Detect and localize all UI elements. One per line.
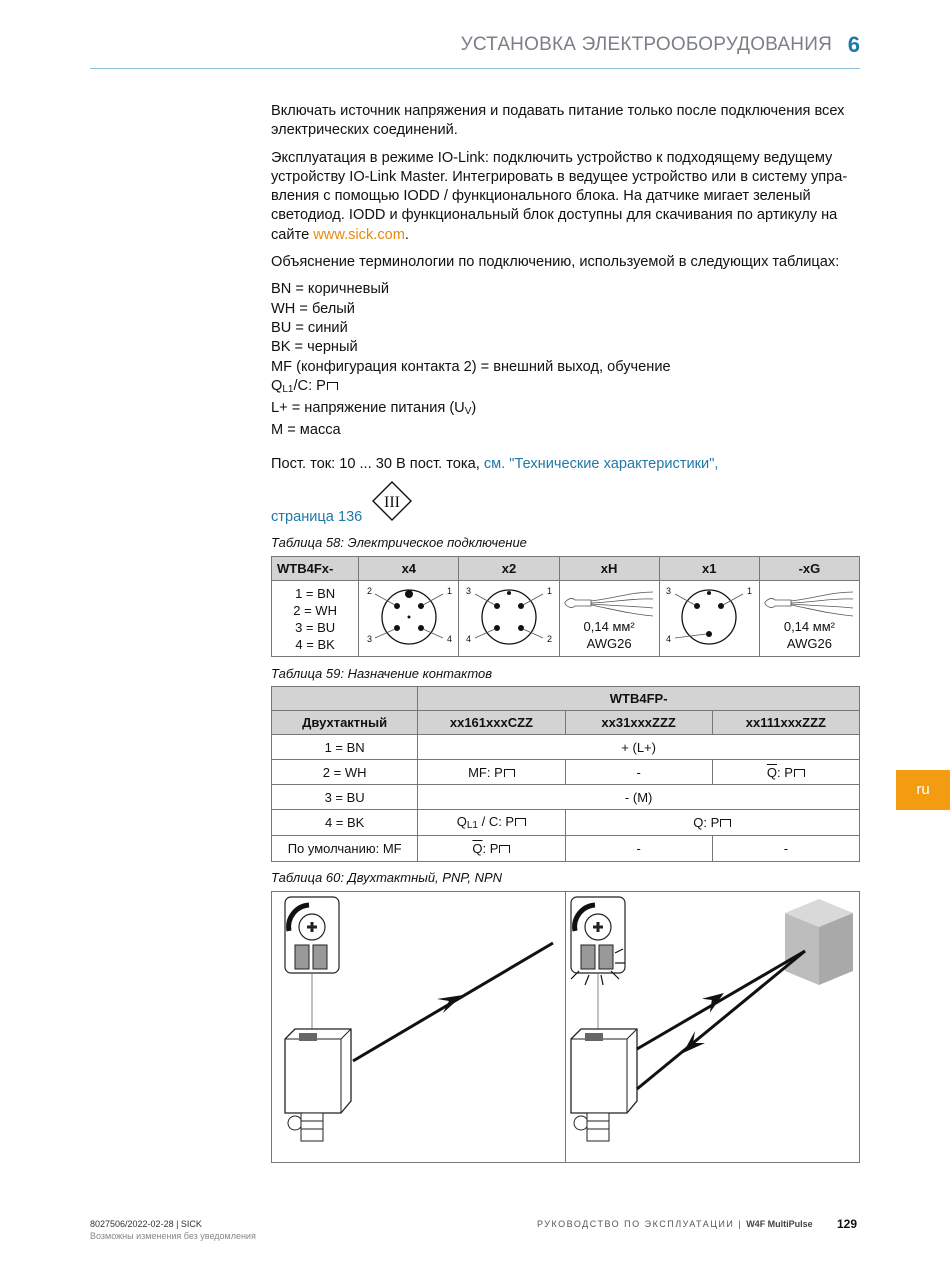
svg-text:2: 2 [366,586,372,596]
pulse-icon [327,382,338,390]
technical-data-link[interactable]: см. "Технические характеристики", [483,456,719,472]
table58-header-x1: x1 [659,557,759,581]
paragraph-io-link: Эксплуатация в режиме IO-Link: подключить устройство к подходящему ведущему устройству IO-Link Master. Интегрировать в ведущее устройство или в систему управления с помощью IODD / функционального блока. На датчике мигает зеленый светодиод. IODD и функциональный блок доступны для скачивания по артикулу на сайте www.sick.com. [271,149,848,243]
paragraph-terminology: Объяснение терминологии по подключению, используемой в следующих таблицах: [271,254,840,271]
table58-electrical-connection [271,556,860,657]
sick-website-link[interactable]: www.sick.com [313,226,405,243]
pulse-icon [504,769,515,777]
table59-col-1: xx161xxxCZZ [418,711,565,735]
svg-text:1: 1 [446,586,452,596]
connector-4pin-icon [461,582,557,652]
paragraph-power-on: Включать источник напряжения и подавать питание только после подключения всех электрических соединений. [271,103,845,139]
table-row: 1 = BN + (L+) [272,735,860,760]
footer-note: Возможны изменения без уведомления [90,1231,256,1241]
cable-section: 0,14 мм² [783,618,835,634]
header-divider [90,68,860,69]
svg-text:1: 1 [546,586,552,596]
footer-manual-title: РУКОВОДСТВО ПО ЭКСПЛУАТАЦИИ | W4F MultiPulse [537,1219,813,1229]
table59-caption: Таблица 59: Назначение контактов [271,666,493,681]
page-header-title: УСТАНОВКА ЭЛЕКТРООБОРУДОВАНИЯ [460,34,832,55]
pulse-icon [499,845,510,853]
term-lplus: L+ = напряжение питания $(U_V)$ [271,400,477,418]
connector-3pin-icon [661,582,757,652]
table-row: 2 = WH MF: P - $\overline{Q}$: P [272,760,860,785]
svg-text:4: 4 [465,634,471,644]
connector-4pin-icon [361,582,457,652]
table58-header-model: WTB4Fx- [272,557,359,581]
table59-empty-corner [272,687,418,711]
terminology-list [271,280,861,440]
svg-text:3: 3 [366,634,372,644]
supply-text: Пост. ток: 10 ... 30 В пост. тока, [271,456,484,472]
term-wh: WH = белый [271,300,355,317]
svg-text:4: 4 [446,634,452,644]
cable-icon [561,586,657,618]
svg-text:3: 3 [465,586,471,596]
table59-col-3: xx111xxxZZZ [712,711,859,735]
page-reference [271,508,371,527]
table58-header-xh: xH [559,557,659,581]
table58-xh-cable [559,581,659,657]
cable-section: 0,14 мм² [583,618,635,634]
protection-class-iii-icon [371,480,413,522]
term-bn: BN = коричневый [271,281,390,298]
table59-pin-assignment [271,686,860,862]
pulse-icon [515,818,526,826]
cable-awg: AWG26 [786,635,832,651]
table59-col-2: xx31xxxZZZ [565,711,712,735]
term-m: M = масса [271,422,341,439]
object-cube-icon [785,899,853,985]
table-row: По умолчанию: MF $\overline{Q}$: P - - [272,836,860,862]
page-number: 129 [837,1217,858,1231]
table58-pin-list: 1 = BN 2 = WH 3 = BU 4 = BK [272,581,359,657]
pulse-icon [720,819,731,827]
table58-x4-connector [359,581,459,657]
table59-group-header: WTB4FP- [418,687,860,711]
language-tab-ru[interactable]: ru [896,770,950,810]
body-paragraphs [271,102,861,441]
svg-text:4: 4 [666,634,672,644]
footer-document-info [90,1218,256,1242]
table60-illustration [271,891,860,1163]
table58-header-x2: x2 [459,557,559,581]
table59-row-header: Двухтактный [272,711,418,735]
io-link-text: Эксплуатация в режиме IO-Link: подключить устройство к подходящему ведущему устройству IO-Link Master. Интегрировать в ведущее устройство или в систему управления с помощью IODD / функционального блока. На датчике мигает зеленый светодиод. IODD и функциональный блок доступны для скачивания по артикулу на сайте [271,149,848,243]
protection-class-text: III [384,494,400,511]
table60-caption: Таблица 60: Двухтактный, PNP, NPN [271,870,503,885]
term-ql1: $Q_{L1}/C$: P [271,377,861,399]
table58-header-x4: x4 [359,557,459,581]
table58-x2-connector [459,581,559,657]
term-mf: MF (конфигурация контакта 2) = внешний выход, обучение [271,358,671,375]
cable-awg: AWG26 [586,635,632,651]
cable-icon [761,586,857,618]
table-row: 4 = BK $Q_{L1}$ / C: P Q: P [272,810,860,836]
table58-xg-cable [759,581,859,657]
svg-text:2: 2 [546,634,552,644]
table58-x1-connector [659,581,759,657]
table-row: 3 = BU - (M) [272,785,860,810]
footer-product: W4F MultiPulse [746,1219,813,1229]
chapter-number: 6 [847,32,860,57]
table58-header-xg: -xG [759,557,859,581]
pulse-icon [794,769,805,777]
supply-voltage-line [271,455,861,474]
svg-text:1: 1 [747,586,753,596]
svg-text:3: 3 [666,586,672,596]
term-bu: BU = синий [271,319,348,336]
page-reference-link[interactable]: страница 136 [271,509,363,525]
table58-caption: Таблица 58: Электрическое подключение [271,535,527,550]
footer-doc-number: 8027506/2022-02-28 | SICK [90,1219,202,1229]
term-bk: BK = черный [271,339,358,356]
